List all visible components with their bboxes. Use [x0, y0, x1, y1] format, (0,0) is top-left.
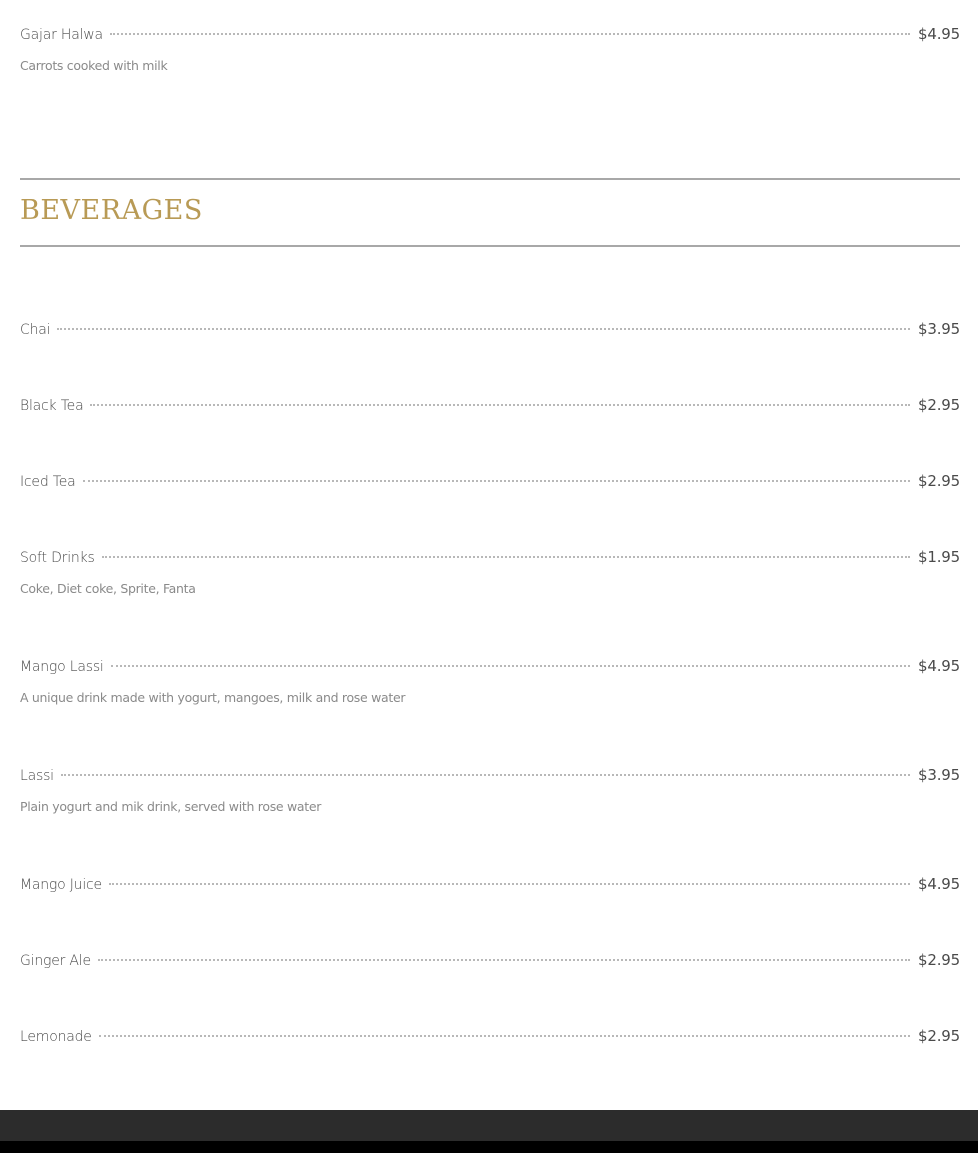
menu-item-line [20, 950, 960, 970]
dot-leader [90, 403, 910, 406]
menu-item-price: $1.95 [918, 548, 960, 566]
menu-item-name: Mango Juice [20, 877, 102, 893]
menu-item-ginger-ale [20, 950, 960, 970]
menu-item-name: Iced Tea [20, 474, 76, 490]
menu-item-gajar-halwa [20, 24, 960, 73]
dot-leader [99, 1034, 910, 1037]
menu-item-name: Black Tea [20, 398, 84, 414]
menu-item-line [20, 765, 960, 785]
menu-item-description: Carrots cooked with milk [20, 58, 168, 73]
menu-item-description: A unique drink made with yogurt, mangoes, milk and rose water [20, 690, 406, 705]
dot-leader [110, 32, 910, 35]
dot-leader [57, 327, 910, 330]
menu-item-name: Lemonade [20, 1029, 92, 1045]
menu-item-price: $2.95 [918, 396, 960, 414]
menu-item-name: Soft Drinks [20, 550, 95, 566]
menu-item-iced-tea [20, 471, 960, 491]
menu-item-name: Gajar Halwa [20, 27, 103, 43]
dot-leader [98, 958, 910, 961]
dot-leader [102, 555, 910, 558]
section-title-beverages: BEVERAGES [20, 195, 203, 226]
site-footer [0, 1110, 978, 1141]
menu-item-black-tea [20, 395, 960, 415]
menu-item-lassi [20, 765, 960, 814]
section-divider-top [20, 178, 960, 180]
menu-item-line [20, 547, 960, 567]
menu-item-price: $2.95 [918, 951, 960, 969]
menu-item-price: $3.95 [918, 766, 960, 784]
site-footer-bottom-bar [0, 1141, 978, 1153]
menu-item-line [20, 471, 960, 491]
menu-item-name: Lassi [20, 768, 54, 784]
menu-item-lemonade [20, 1026, 960, 1046]
menu-item-name: Mango Lassi [20, 659, 104, 675]
dot-leader [109, 882, 910, 885]
menu-item-price: $3.95 [918, 320, 960, 338]
menu-item-line [20, 656, 960, 676]
menu-item-price: $2.95 [918, 1027, 960, 1045]
menu-item-description: Plain yogurt and mik drink, served with rose water [20, 799, 322, 814]
menu-item-name: Chai [20, 322, 51, 338]
menu-item-soft-drinks [20, 547, 960, 596]
menu-item-price: $4.95 [918, 25, 960, 43]
menu-item-description: Coke, Diet coke, Sprite, Fanta [20, 581, 196, 596]
dot-leader [83, 479, 911, 482]
menu-item-line [20, 24, 960, 44]
menu-item-price: $4.95 [918, 657, 960, 675]
menu-item-line [20, 319, 960, 339]
dot-leader [61, 773, 910, 776]
menu-item-name: Ginger Ale [20, 953, 91, 969]
menu-item-chai [20, 319, 960, 339]
menu-item-mango-lassi [20, 656, 960, 705]
section-divider-bottom [20, 245, 960, 247]
dot-leader [111, 664, 910, 667]
menu-item-price: $2.95 [918, 472, 960, 490]
menu-item-line [20, 874, 960, 894]
menu-item-price: $4.95 [918, 875, 960, 893]
menu-item-line [20, 395, 960, 415]
menu-item-mango-juice [20, 874, 960, 894]
menu-item-line [20, 1026, 960, 1046]
